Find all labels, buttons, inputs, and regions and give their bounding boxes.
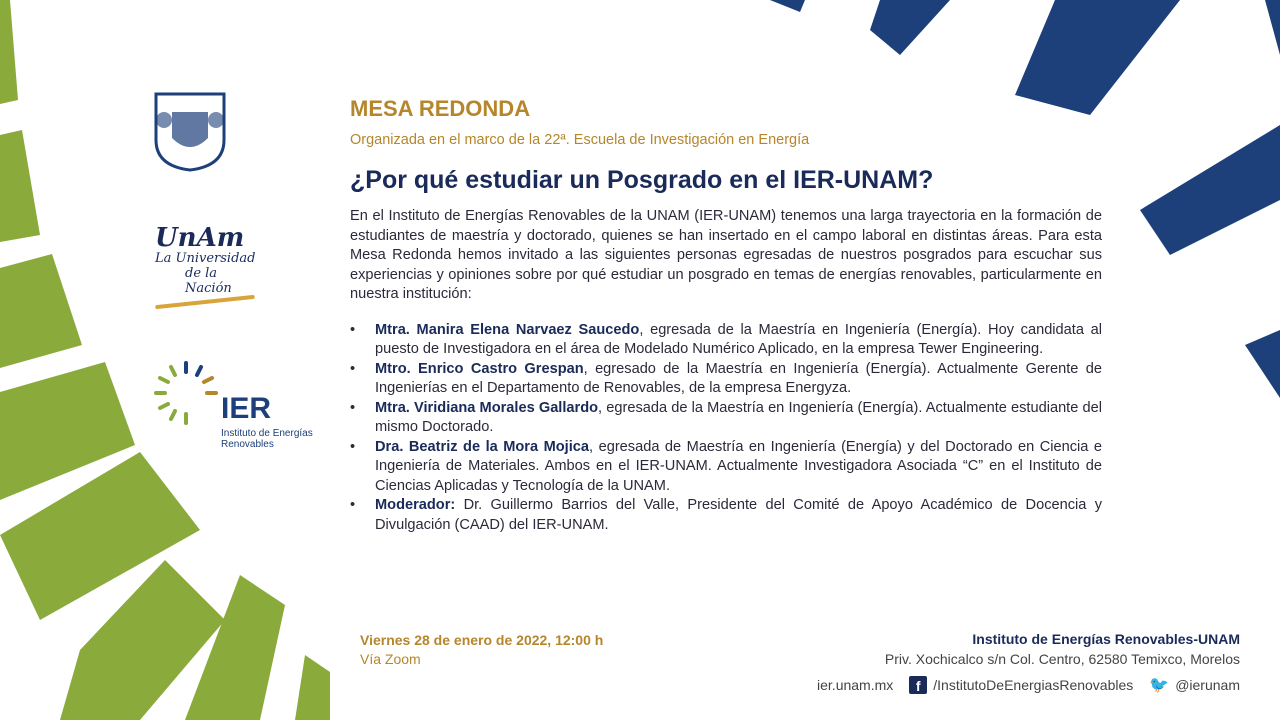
facebook-icon: f	[909, 676, 927, 694]
event-venue: Vía Zoom	[360, 651, 421, 667]
panelist-name: Mtra. Manira Elena Narvaez Saucedo	[375, 321, 640, 338]
event-info	[360, 632, 603, 667]
bullet: •	[350, 321, 356, 338]
panelist-description: , egresada de la Maestría en Ingeniería (Energía). Actualmente estudiante del mismo Doctorado.	[375, 399, 1102, 435]
twitter-icon: 🐦	[1149, 677, 1170, 694]
list-item	[350, 321, 1102, 360]
list-item	[350, 399, 1102, 438]
intro-paragraph: En el Instituto de Energías Renovables de la UNAM (IER-UNAM) tenemos una larga trayectoria en la formación de estudiantes de maestría y doctorado, quienes se han insertado en el campo laboral en distintas áreas. Para esta Mesa Redonda hemos invitado a las siguientes personas egresadas de nuestros posgrados para escuchar sus experiencias y opiniones sobre por qué estudiar un posgrado en temas de energías renovables, particularmente en nuestra institución:	[350, 208, 1102, 302]
panelist-description: , egresada de la Maestría en Ingeniería (Energía). Hoy candidata al puesto de Investigadora en el área de Modelado Numérico Aplicado, en la empresa Tewer Engineering.	[375, 321, 1102, 357]
event-date: Viernes 28 de enero de 2022, 12:00 h	[360, 632, 604, 648]
unam-slogan-logo	[155, 225, 265, 304]
event-type: MESA REDONDA	[350, 96, 531, 121]
bullet: •	[350, 360, 356, 377]
facebook-link[interactable]: /InstitutoDeEnergiasRenovables	[933, 677, 1134, 693]
unam-seal-logo	[152, 90, 228, 172]
ier-name-line-2: Renovables	[221, 439, 274, 450]
panelist-description: , egresada de Maestría en Ingeniería (Energía) y del Doctorado en Ciencia e Ingeniería de Materiales. Ambos en el IER-UNAM. Actualmente Investigadora Asociada “C” en el Instituto de Ciencias Aplicadas y Tecnología de la UNAM.	[375, 438, 1103, 494]
twitter-link[interactable]: @ierunam	[1175, 677, 1240, 693]
panelist-description: , egresado de la Maestría en Ingeniería (Energía). Actualmente Gerente de Ingenierías en el Departamento de Renovables, de la empresa Energyza.	[375, 360, 1102, 396]
list-item	[350, 360, 1102, 399]
event-subtitle: Organizada en el marco de la 22ª. Escuela de Investigación en Energía	[350, 132, 810, 148]
ier-name-line-1: Instituto de Energías	[221, 428, 313, 439]
page-title: ¿Por qué estudiar un Posgrado en el IER-UNAM?	[350, 166, 934, 194]
slogan-line-2: de la Nación	[185, 266, 232, 296]
list-item	[350, 438, 1102, 497]
institution-info	[817, 631, 1240, 695]
ier-name	[221, 428, 313, 450]
ier-logo	[153, 360, 323, 450]
slogan-line-1: La Universidad	[155, 251, 256, 266]
website-link[interactable]: ier.unam.mx	[817, 677, 894, 693]
sun-rays-icon	[153, 360, 219, 426]
bullet: •	[350, 399, 356, 416]
institution-address: Priv. Xochicalco s/n Col. Centro, 62580 Temixco, Morelos	[884, 651, 1240, 667]
panelist-name: Dra. Beatriz de la Mora Mojica	[375, 438, 590, 455]
panelist-name: Mtro. Enrico Castro Grespan	[375, 360, 584, 377]
bullet: •	[350, 497, 356, 513]
institution-name: Instituto de Energías Renovables-UNAM	[972, 631, 1240, 647]
unam-wordmark: UnAm	[155, 223, 245, 253]
moderator-description: Dr. Guillermo Barrios del Valle, Presidente del Comité de Apoyo Académico de Docencia y Divulgación (CAAD) del IER-UNAM.	[375, 497, 1102, 533]
moderator-label: Moderador:	[375, 497, 456, 513]
panelist-name: Mtra. Viridiana Morales Gallardo	[375, 399, 599, 416]
ier-wordmark: IER	[221, 392, 272, 425]
main-content	[350, 96, 1102, 535]
list-item	[350, 496, 1102, 535]
panelist-list	[350, 321, 1102, 536]
bullet: •	[350, 438, 356, 455]
social-links	[817, 675, 1240, 695]
